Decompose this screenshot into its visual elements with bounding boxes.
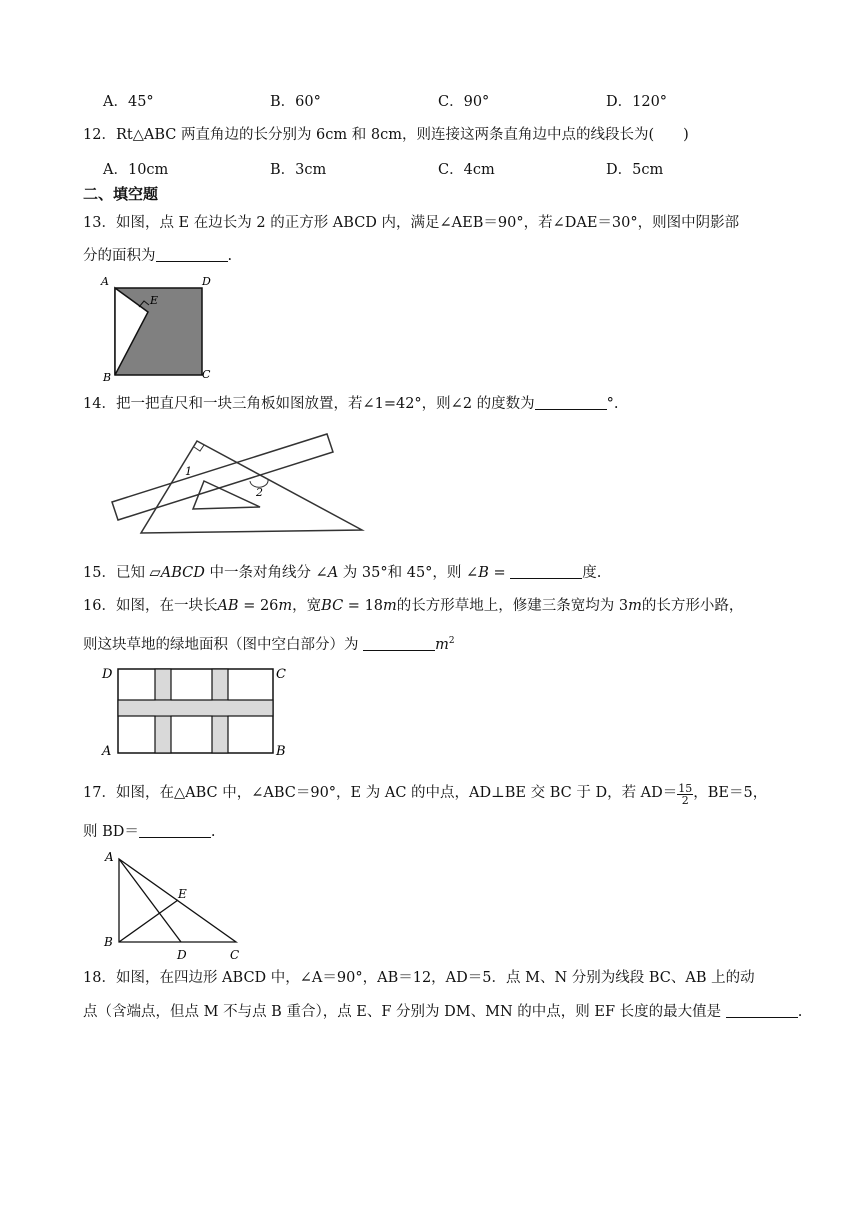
q16-p3: 的长方形草地上，修建三条宽均为 3 (396, 598, 629, 614)
q17-label-c: C (230, 948, 240, 962)
q15-pre: 15．已知 ▱ (83, 565, 161, 581)
q13-line2-end: . (227, 248, 233, 264)
q15-text (83, 563, 601, 583)
q17-label-b: B (104, 935, 113, 949)
q17-segment-ad (119, 859, 181, 942)
q18-line1: 18．如图，在四边形 ABCD 中，∠A＝90°，AB＝12，AD＝5．点 M、N 分别为线段 BC、AB 上的动 (83, 970, 755, 986)
q17-label-a: A (105, 850, 114, 864)
q11-option-a: A．45° (103, 94, 154, 110)
q16-p4: 的长方形小路， (641, 598, 744, 614)
q16-unit: m (435, 636, 449, 653)
q16-line2 (83, 631, 455, 655)
q14-ruler (112, 434, 333, 520)
q18-line2 (83, 1002, 802, 1022)
q13-label-a: A (101, 275, 109, 288)
q14-angle1-label: 1 (185, 465, 192, 478)
q16-label-a: A (102, 744, 112, 759)
q17-frac-den: 2 (681, 794, 689, 807)
q11-option-c: C．90° (438, 94, 490, 110)
q16-m1: m (278, 598, 293, 614)
q12-option-b: B．3cm (270, 162, 327, 178)
q16-path-horizontal (118, 700, 273, 716)
q16-bc: BC (321, 598, 344, 614)
q13-line2 (83, 246, 232, 266)
q17-line2-post: . (210, 824, 216, 840)
q13-square-figure (98, 274, 218, 384)
q16-line2-pre: 则这块草地的绿地面积（图中空白部分）为 (83, 636, 364, 653)
q15-post: 度. (582, 565, 602, 581)
q17-frac-num: 15 (678, 782, 693, 795)
q11-option-b: B．60° (270, 94, 321, 110)
q16-cross-2 (213, 701, 228, 716)
q17-line2 (83, 822, 216, 842)
q17-line2-pre: 则 BD＝ (83, 824, 139, 840)
q13-label-d: D (202, 275, 211, 288)
q17-label-e: E (178, 887, 187, 901)
q13-label-c: C (202, 368, 211, 381)
q17-segment-be (119, 900, 178, 942)
q16-cross-1 (156, 701, 171, 716)
q14-answer-blank[interactable] (535, 395, 607, 410)
q14-set-square (141, 441, 362, 533)
q13-label-b: B (103, 371, 112, 384)
q15-abcd: ABCD (160, 565, 205, 581)
q15-mid2: 为 35°和 45°，则 ∠ (338, 565, 479, 581)
q15-eq: = (488, 565, 511, 581)
q16-m2: m (383, 598, 397, 614)
q14-text-pre: 14．把一把直尺和一块三角板如图放置，若∠1=42°，则∠2 的度数为 (83, 396, 535, 412)
q16-eq1: = 26 (238, 598, 279, 614)
q16-m3: m (628, 598, 642, 614)
q12-option-a: A．10cm (103, 162, 169, 178)
q12-option-c: C．4cm (438, 162, 495, 178)
q18-line2-post: . (797, 1004, 803, 1020)
q16-ab: AB (217, 598, 239, 614)
q16-line1 (83, 596, 743, 616)
q17-line1-pre: 17．如图，在△ABC 中，∠ABC＝90°，E 为 AC 的中点，AD⊥BE 交 BC 于 D，若 AD＝ (83, 785, 678, 801)
q16-p2: ，宽 (292, 598, 322, 614)
q16-label-c: C (276, 667, 286, 682)
q16-unit-sup: 2 (448, 636, 455, 646)
q17-label-d: D (177, 948, 187, 962)
q16-label-d: D (102, 667, 113, 682)
q13-answer-blank[interactable] (156, 247, 228, 262)
q13-line2-text: 分的面积为 (83, 248, 156, 264)
q14-text-post: °. (606, 396, 619, 412)
q17-line1 (83, 783, 767, 806)
q16-p1: 16．如图，在一块长 (83, 598, 218, 614)
q15-answer-blank[interactable] (510, 564, 582, 579)
q16-eq2: = 18 (343, 598, 384, 614)
q12-option-d: D．5cm (606, 162, 664, 178)
q17-triangle-figure (98, 848, 258, 964)
q14-right-angle-mark (194, 445, 204, 451)
q15-a: A (327, 565, 339, 581)
q13-line1: 13．如图，点 E 在边长为 2 的正方形 ABCD 内，满足∠AEB＝90°，若∠DAE＝30°，则图中阴影部 (83, 215, 740, 231)
q12-text: 12．Rt△ABC 两直角边的长分别为 6cm 和 8cm，则连接这两条直角边中点的线段长为( ) (83, 127, 689, 143)
q16-answer-blank[interactable] (363, 636, 435, 651)
q17-answer-blank[interactable] (139, 823, 211, 838)
q17-line1-post: ，BE＝5， (693, 785, 768, 801)
q11-option-d: D．120° (606, 94, 668, 110)
q17-fraction (677, 783, 693, 806)
q14-angle2-label: 2 (256, 486, 263, 499)
q15-mid: 中一条对角线分 ∠ (204, 565, 328, 581)
section-title: 二、填空题 (83, 185, 159, 203)
q14-ruler-figure (104, 430, 374, 540)
q16-lawn-figure (98, 664, 298, 760)
q15-b: B (478, 565, 489, 581)
q14-text (83, 394, 619, 414)
q18-answer-blank[interactable] (726, 1003, 798, 1018)
q13-label-e: E (150, 294, 159, 307)
q16-label-b: B (276, 744, 286, 759)
q18-line2-pre: 点（含端点，但点 M 不与点 B 重合），点 E、F 分别为 DM、MN 的中点，则 EF 长度的最大值是 (83, 1004, 726, 1020)
